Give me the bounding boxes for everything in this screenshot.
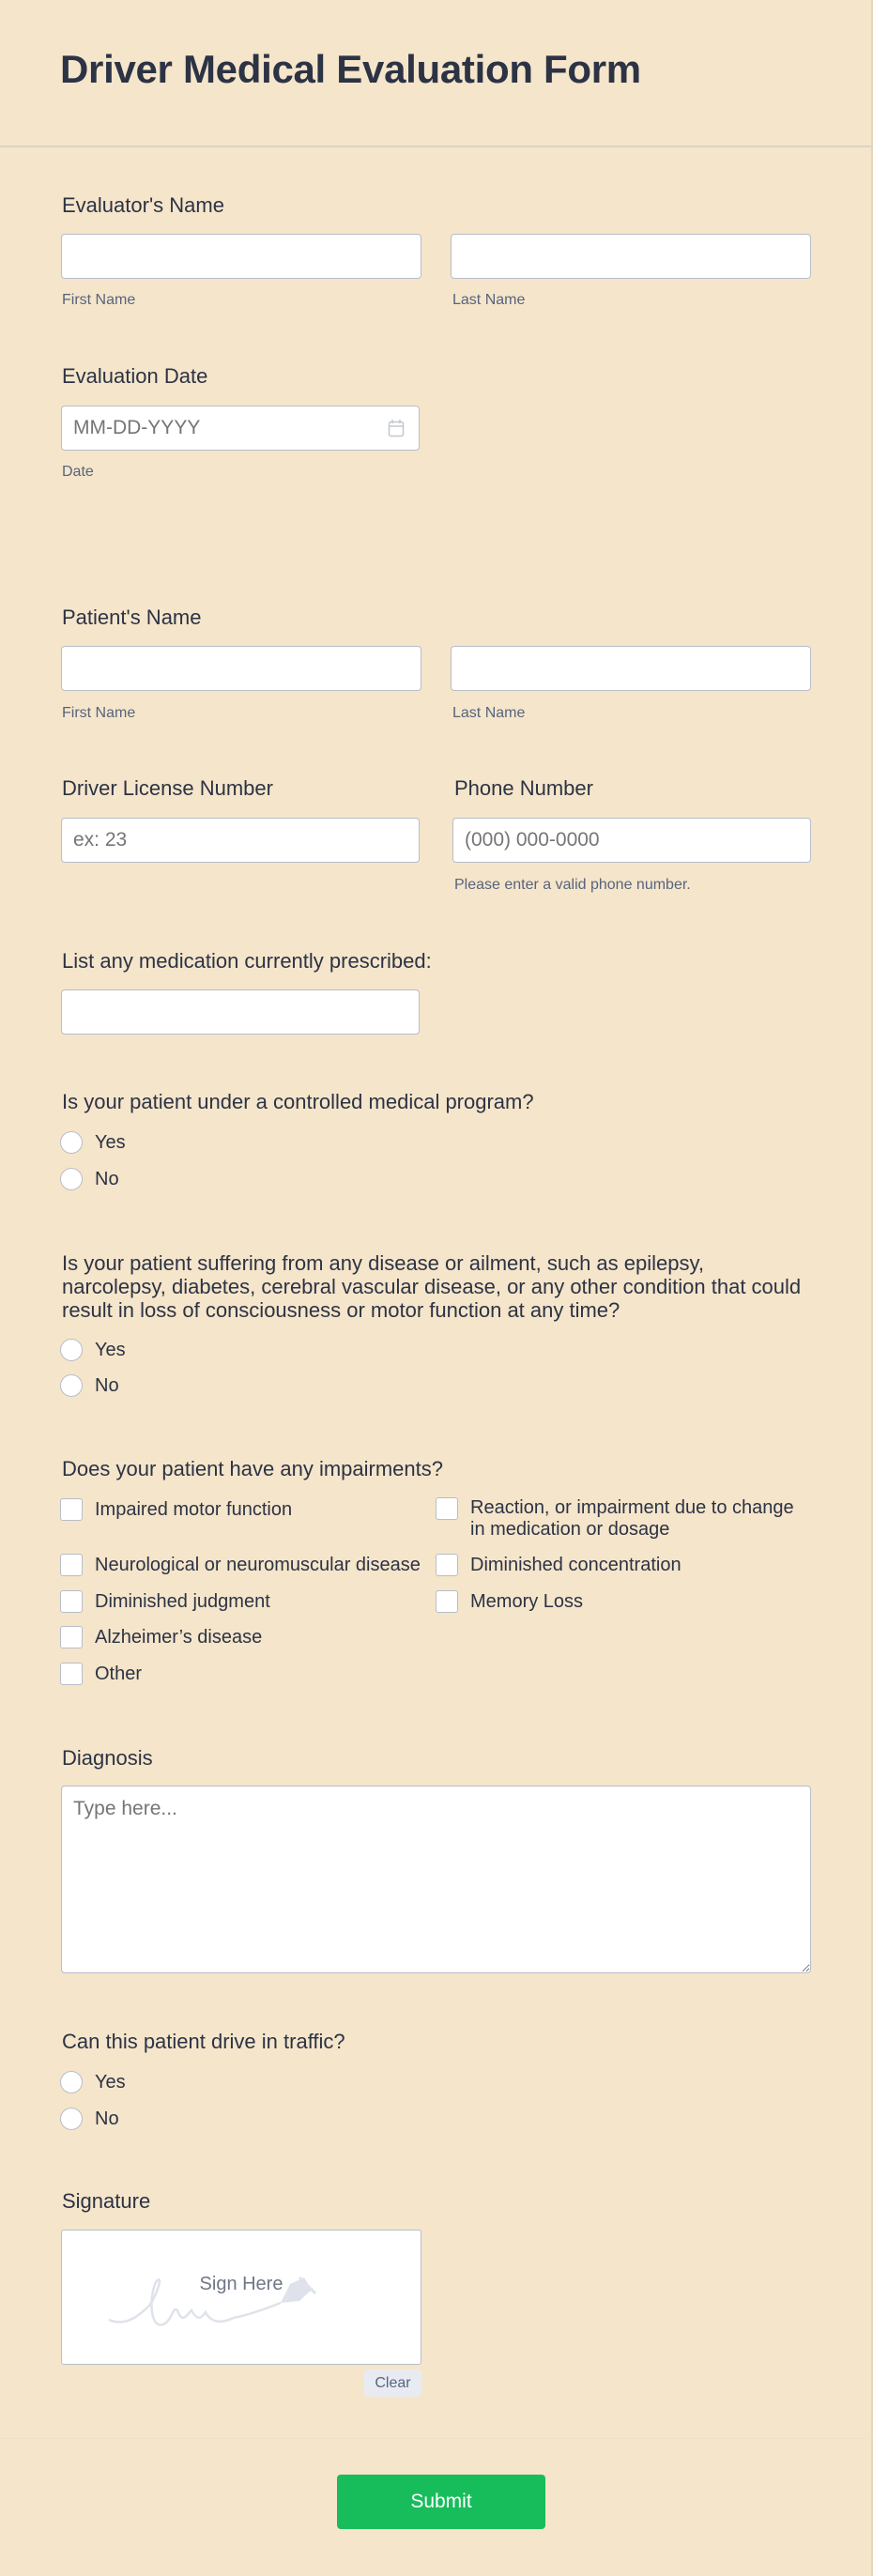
patient-name-label: Patient's Name [62, 606, 202, 629]
patient-first-sublabel: First Name [62, 705, 136, 721]
evaluator-first-sublabel: First Name [62, 292, 136, 308]
driver-license-label: Driver License Number [62, 776, 273, 800]
controlled-program-label: Is your patient under a controlled medical program? [62, 1090, 534, 1113]
signature-label: Signature [62, 2189, 151, 2213]
driver-license-input[interactable] [61, 818, 420, 863]
impairment-option-label[interactable]: Alzheimer’s disease [95, 1627, 263, 1648]
medication-label: List any medication currently prescribed: [62, 949, 432, 973]
impairment-checkbox[interactable] [436, 1497, 458, 1520]
form-title: Driver Medical Evaluation Form [60, 47, 641, 91]
impairment-checkbox[interactable] [60, 1590, 83, 1613]
diagnosis-label: Diagnosis [62, 1746, 153, 1770]
patient-first-name-input[interactable] [61, 646, 421, 691]
impairment-option-label[interactable]: Impaired motor function [95, 1499, 293, 1520]
impairment-option-label[interactable]: Diminished concentration [470, 1555, 682, 1575]
impairment-checkbox[interactable] [60, 1663, 83, 1685]
traffic-question-label: Can this patient drive in traffic? [62, 2030, 345, 2053]
clear-signature-button[interactable]: Clear [364, 2369, 421, 2397]
impairments-label: Does your patient have any impairments? [62, 1457, 443, 1480]
diagnosis-textarea[interactable] [61, 1786, 811, 1973]
disease-yes-radio[interactable] [60, 1339, 83, 1361]
controlled-yes-radio[interactable] [60, 1131, 83, 1154]
patient-last-name-input[interactable] [451, 646, 811, 691]
evaluator-name-label: Evaluator's Name [62, 193, 224, 217]
signature-pen-icon [107, 2273, 370, 2338]
evaluation-date-input[interactable] [61, 406, 420, 451]
traffic-no-radio[interactable] [60, 2108, 83, 2130]
impairment-option-label[interactable]: Reaction, or impairment due to change in medication or dosage [470, 1497, 794, 1540]
phone-number-label: Phone Number [454, 776, 593, 800]
signature-pad[interactable] [61, 2230, 421, 2365]
traffic-yes-radio[interactable] [60, 2071, 83, 2093]
sign-here-text: Sign Here [199, 2274, 283, 2294]
impairment-option-label[interactable]: Diminished judgment [95, 1591, 270, 1612]
controlled-no-label[interactable]: No [95, 1169, 119, 1189]
impairment-checkbox[interactable] [436, 1590, 458, 1613]
traffic-yes-label[interactable]: Yes [95, 2072, 126, 2093]
evaluator-first-name-input[interactable] [61, 234, 421, 279]
phone-sublabel: Please enter a valid phone number. [454, 877, 691, 893]
disease-question-label: Is your patient suffering from any disease or ailment, such as epilepsy, narcolepsy, diabetes, cerebral vascular disease, or any other condition that could result in loss of consciousness or motor function at any time? [62, 1251, 802, 1322]
submit-button[interactable]: Submit [337, 2475, 545, 2529]
impairment-option-label[interactable]: Neurological or neuromuscular disease [95, 1555, 421, 1575]
date-sublabel: Date [62, 464, 94, 480]
evaluation-date-label: Evaluation Date [62, 364, 208, 388]
impairment-checkbox[interactable] [436, 1554, 458, 1576]
disease-no-radio[interactable] [60, 1374, 83, 1397]
calendar-icon[interactable] [388, 419, 405, 437]
disease-no-label[interactable]: No [95, 1375, 119, 1396]
footer-divider [0, 2438, 873, 2439]
impairment-checkbox[interactable] [60, 1626, 83, 1648]
impairment-option-label[interactable]: Other [95, 1664, 143, 1684]
impairment-checkbox[interactable] [60, 1498, 83, 1521]
patient-last-sublabel: Last Name [452, 705, 526, 721]
traffic-no-label[interactable]: No [95, 2108, 119, 2129]
evaluator-last-name-input[interactable] [451, 234, 811, 279]
impairment-option-label[interactable]: Memory Loss [470, 1591, 584, 1612]
controlled-yes-label[interactable]: Yes [95, 1132, 126, 1153]
disease-yes-label[interactable]: Yes [95, 1340, 126, 1360]
header-divider [0, 146, 873, 147]
controlled-no-radio[interactable] [60, 1168, 83, 1190]
evaluator-last-sublabel: Last Name [452, 292, 526, 308]
phone-number-input[interactable] [452, 818, 811, 863]
impairment-checkbox[interactable] [60, 1554, 83, 1576]
medication-input[interactable] [61, 989, 420, 1035]
